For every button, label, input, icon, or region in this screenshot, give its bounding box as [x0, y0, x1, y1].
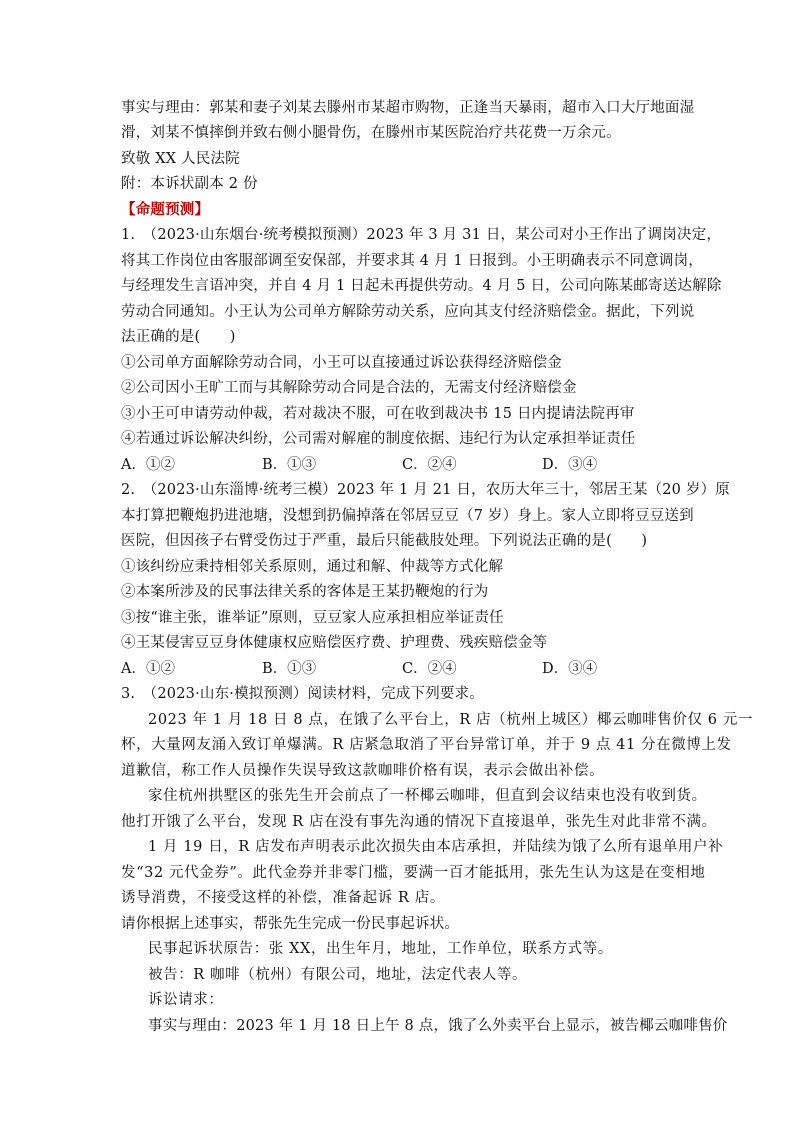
section-heading: 【命题预测】 [121, 201, 210, 218]
court-address: 致敬 XX 人民法院 [121, 151, 240, 167]
material-paragraph: 1 月 19 日，R 店发布声明表示此次损失由本店承担，并陆续为饿了么所有退单用户补 [148, 839, 724, 855]
question-1-stem: 1. （2023·山东烟台·统考模拟预测）2023 年 3 月 31 日，某公司对小王作出了调岗决定， [121, 227, 722, 243]
question-1-stem: 将其工作岗位由客服部调至安保部，并要求其 4 月 1 日报到。小王明确表示不同意调岗， [121, 253, 703, 269]
question-1-option-b: B．①③ [262, 457, 317, 473]
material-paragraph: 道歉信，称工作人员操作失误导致这款咖啡价格有误，表示会做出补偿。 [121, 763, 605, 779]
question-3-task: 请你根据上述事实，帮张先生完成一份民事起诉状。 [121, 916, 460, 932]
question-1-stem: 劳动合同通知。小王认为公司单方解除劳动关系，应向其支付经济赔偿金。据此，下列说 [121, 304, 695, 320]
question-1-option-c: C．②④ [402, 457, 457, 473]
question-1-stem: 与经理发生言语冲突，并自 4 月 1 日起未再提供劳动。4 月 5 日，公司向陈某邮寄送达解除 [121, 278, 722, 294]
question-2-option-b: B．①③ [262, 661, 317, 677]
material-paragraph: 诱导消费，不接受这样的补偿，准备起诉 R 店。 [121, 890, 445, 906]
question-1-stem: 法正确的是( ) [121, 329, 236, 345]
question-2-stem: 2. （2023·山东淄博·统考三模）2023 年 1 月 21 日，农历大年三十，邻居王某（20 岁）原 [121, 482, 730, 498]
question-1-statement: ④若通过诉讼解决纠纷，公司需对解雇的制度依据、违纪行为认定承担举证责任 [121, 431, 636, 447]
material-paragraph: 2023 年 1 月 18 日 8 点，在饿了么平台上，R 店（杭州上城区）椰云咖啡售价仅 6 元一 [148, 712, 754, 728]
fact-reason-line: 滑，刘某不慎摔倒并致右侧小腿骨伤，在滕州市某医院治疗共花费一万余元。 [121, 125, 621, 141]
attachment-note: 附：本诉状副本 2 份 [121, 176, 258, 192]
complaint-plaintiff: 民事起诉状原告：张 XX，出生年月，地址，工作单位，联系方式等。 [148, 941, 613, 957]
question-2-statement: ④王某侵害豆豆身体健康权应赔偿医疗费、护理费、残疾赔偿金等 [121, 635, 548, 651]
fact-reason-line: 事实与理由：郭某和妻子刘某去滕州市某超市购物，正逢当天暴雨，超市入口大厅地面湿 [121, 100, 695, 116]
question-2-statement: ①该纠纷应秉持相邻关系原则，通过和解、仲裁等方式化解 [121, 559, 504, 575]
material-paragraph: 发“32 元代金券”。此代金券并非零门槛，要满一百才能抵用，张先生认为这是在变相地 [121, 865, 706, 881]
question-2-option-c: C．②④ [402, 661, 457, 677]
question-2-stem: 医院，但因孩子右臂受伤过于严重，最后只能截肢处理。下列说法正确的是( ) [121, 533, 648, 549]
material-paragraph: 杯，大量网友涌入致订单爆满。R 店紧急取消了平台异常订单，并于 9 点 41 分在微博上发 [121, 737, 732, 753]
question-1-statement: ②公司因小王旷工而与其解除劳动合同是合法的，无需支付经济赔偿金 [121, 380, 577, 396]
question-1-statement: ①公司单方面解除劳动合同，小王可以直接通过诉讼获得经济赔偿金 [121, 355, 562, 371]
question-2-statement: ②本案所涉及的民事法律关系的客体是王某扔鞭炮的行为 [121, 584, 489, 600]
material-paragraph: 他打开饿了么平台，发现 R 店在没有事先沟通的情况下直接退单，张先生对此非常不满。 [121, 814, 717, 830]
question-1-statement: ③小王可申请劳动仲裁，若对裁决不服，可在收到裁决书 15 日内提请法院再审 [121, 406, 635, 422]
complaint-claim: 诉讼请求： [148, 992, 224, 1008]
complaint-defendant: 被告：R 咖啡（杭州）有限公司，地址，法定代表人等。 [148, 967, 528, 983]
question-1-option-a: A．①② [121, 457, 175, 473]
question-3-stem: 3. （2023·山东·模拟预测）阅读材料，完成下列要求。 [121, 686, 485, 702]
question-1-option-d: D．③④ [542, 457, 598, 473]
complaint-facts: 事实与理由：2023 年 1 月 18 日上午 8 点，饿了么外卖平台上显示，被告椰云咖啡售价 [148, 1018, 728, 1034]
question-2-option-a: A．①② [121, 661, 175, 677]
question-2-stem: 本打算把鞭炮扔进池塘，没想到扔偏掉落在邻居豆豆（7 岁）身上。家人立即将豆豆送到 [121, 508, 694, 524]
question-2-statement: ③按“谁主张，谁举证”原则，豆豆家人应承担相应举证责任 [121, 610, 504, 626]
question-2-option-d: D．③④ [542, 661, 598, 677]
material-paragraph: 家住杭州拱墅区的张先生开会前点了一杯椰云咖啡，但直到会议结束也没有收到货。 [148, 788, 707, 804]
